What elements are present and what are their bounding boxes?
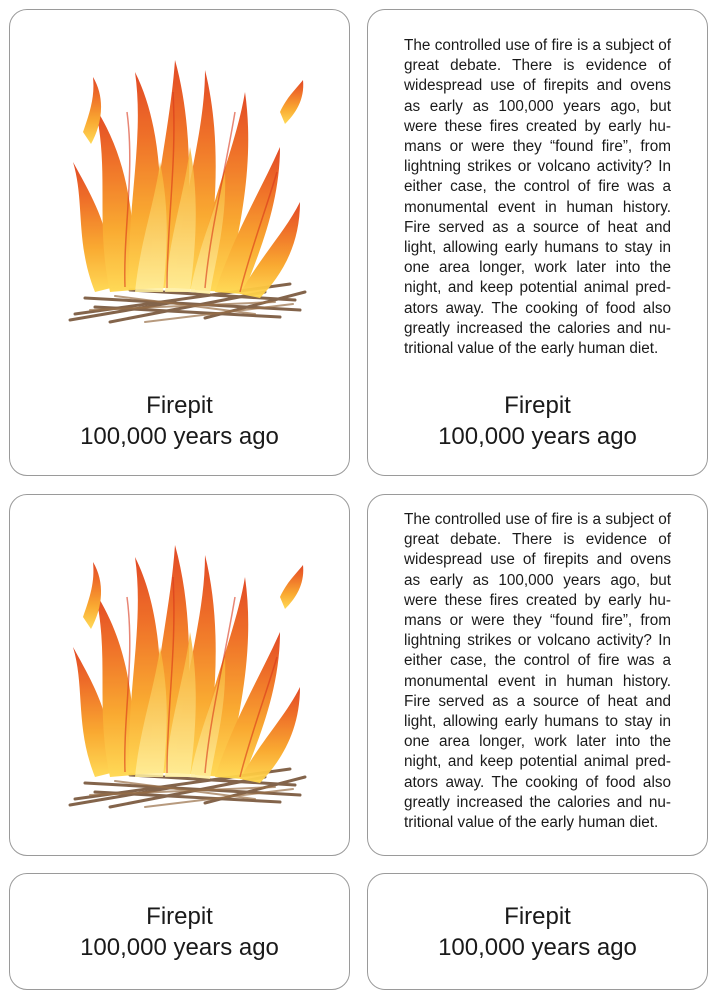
card-date: 100,000 years ago (80, 423, 279, 450)
card-caption (10, 901, 349, 963)
picture-card-1 (9, 9, 350, 476)
description-card-1 (367, 9, 708, 476)
card-caption (10, 390, 349, 452)
card-title: Firepit (146, 903, 213, 930)
picture-card-2 (9, 494, 350, 856)
card-title: Firepit (504, 903, 571, 930)
card-date: 100,000 years ago (438, 423, 637, 450)
campfire-illustration (55, 537, 315, 827)
card-description: The controlled use of fire is a subject of great debate. There is evidence of widespread use of firepits and ovens as early as 100,000 years ago, but were these fires created by early humans or were they “found fire”, from lightning strikes or volcano activity? In either case, the control of fire was a monumental event in human history. Fire served as a source of heat and light, allowing early humans to stay in one area longer, work later into the night, and keep potential animal predators away. The cooking of food also greatly increased the calories and nutritional value of the early human diet. (404, 37, 671, 358)
card-caption (368, 901, 707, 963)
card-description: The controlled use of fire is a subject of great debate. There is evidence of widespread use of firepits and ovens as early as 100,000 years ago, but were these fires created by early humans or were they “found fire”, from lightning strikes or volcano activity? In either case, the control of fire was a monumental event in human history. Fire served as a source of heat and light, allowing early humans to stay in one area longer, work later into the night, and keep potential animal predators away. The cooking of food also greatly increased the calories and nutritional value of the early human diet. (404, 511, 671, 832)
card-date: 100,000 years ago (438, 934, 637, 961)
description-card-2 (367, 494, 708, 856)
card-title: Firepit (504, 392, 571, 419)
label-card-2 (367, 873, 708, 990)
card-date: 100,000 years ago (80, 934, 279, 961)
campfire-illustration (55, 52, 315, 342)
label-card-1 (9, 873, 350, 990)
card-title: Firepit (146, 392, 213, 419)
card-caption (368, 390, 707, 452)
